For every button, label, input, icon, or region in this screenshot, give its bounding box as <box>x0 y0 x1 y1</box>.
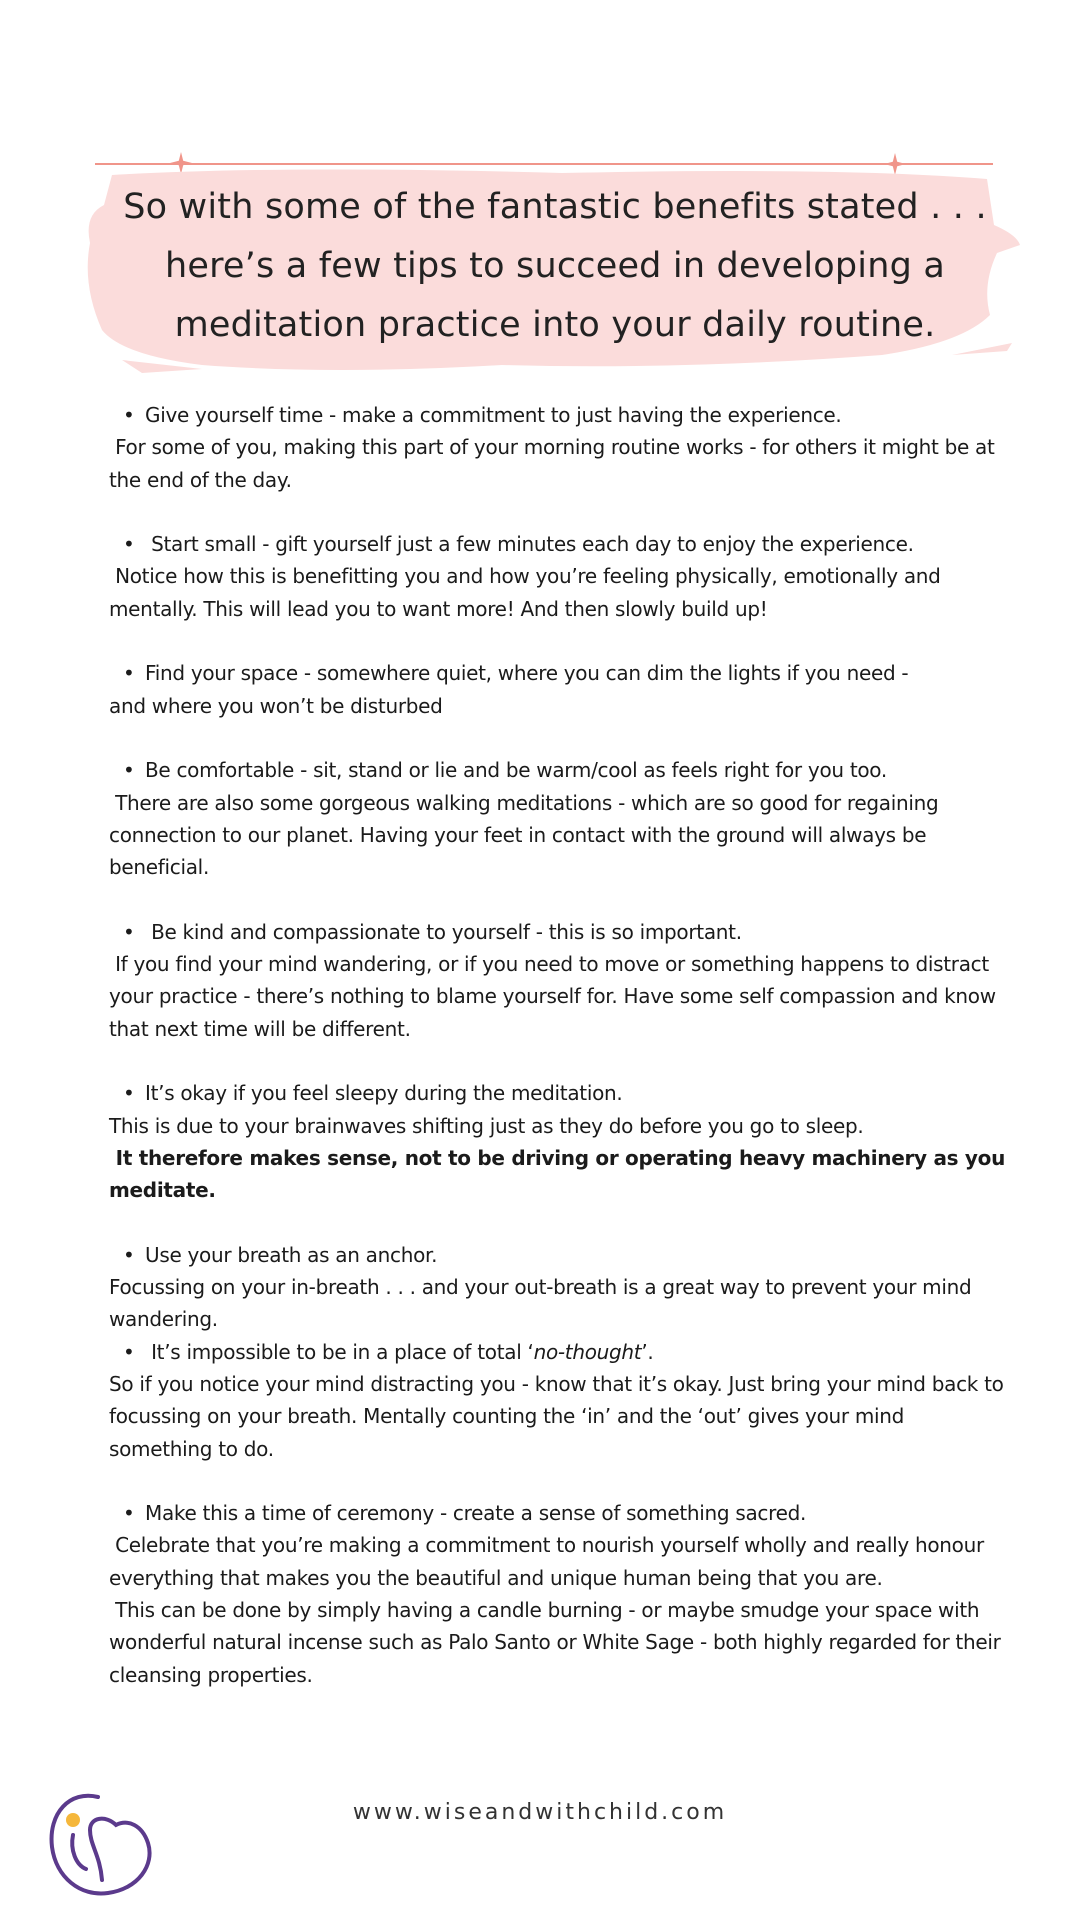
tip-body: This can be done by simply having a candle burning - or maybe smudge your space with wonderful natural incense such as Palo Santo or White Sage - both highly regarded for their cleansing properties. <box>109 1597 1007 1687</box>
tip-body: Focussing on your in-breath . . . and your out-breath is a great way to prevent your mind wandering. <box>109 1275 978 1332</box>
tip-bullet <box>109 1336 1009 1368</box>
tip-body: Notice how this is benefitting you and how you’re feeling physically, emotionally and mentally. This will lead you to want more! And then slowly build up! <box>109 564 947 621</box>
tip-body: If you find your mind wandering, or if you need to move or something happens to distract your practice - there’s nothing to blame yourself for. Have some self compassion and know that next time will be different. <box>109 952 1002 1041</box>
headline-line: here’s a few tips to succeed in developing a <box>164 246 945 286</box>
tip-bullet: • Be kind and compassionate to yourself - this is so important. <box>109 916 1009 948</box>
tip-bullet-prefix: It’s impossible to be in a place of total ‘ <box>145 1339 534 1364</box>
tip-bullet: • Make this a time of ceremony - create a sense of something sacred. <box>109 1497 1009 1529</box>
tip-bullet-italic: no-thought <box>533 1339 642 1364</box>
tip-bullet: • It’s okay if you feel sleepy during the meditation. <box>109 1077 1009 1109</box>
tip-bullet: • Start small - gift yourself just a few minutes each day to enjoy the experience. <box>109 528 1009 560</box>
website-link[interactable]: www.wiseandwithchild.com <box>352 1800 728 1825</box>
tip-bullet: • Find your space - somewhere quiet, where you can dim the lights if you need - <box>109 657 1009 689</box>
tip-body: So if you notice your mind distracting you - know that it’s okay. Just bring your mind back to focussing on your breath. Mentally counting the ‘in’ and the ‘out’ gives your mind something to do. <box>109 1371 1010 1461</box>
tip-body: This is due to your brainwaves shifting just as they do before you go to sleep. <box>109 1113 864 1138</box>
tip-bullet: • Be comfortable - sit, stand or lie and be warm/cool as feels right for you too. <box>109 754 1009 786</box>
headline-line: So with some of the fantastic benefits stated . . . <box>123 187 987 227</box>
headline-line: meditation practice into your daily routine. <box>174 305 936 345</box>
tip-body: and where you won’t be disturbed <box>109 693 443 718</box>
tip-bullet: • Use your breath as an anchor. <box>109 1239 1009 1271</box>
tip-body: Celebrate that you’re making a commitment to nourish yourself wholly and really honour everything that makes you the beautiful and unique human being that you are. <box>109 1533 990 1590</box>
tip-bullet-suffix: ’. <box>641 1339 654 1364</box>
headline <box>120 178 990 355</box>
tip-bullet: • Give yourself time - make a commitment to just having the experience. <box>109 399 1009 431</box>
tip-warning: It therefore makes sense, not to be driving or operating heavy machinery as you meditate. <box>109 1145 1012 1203</box>
tips-list <box>109 399 1012 1691</box>
tip-body: There are also some gorgeous walking meditations - which are so good for regaining connection to our planet. Having your feet in contact with the ground will always be beneficial. <box>109 790 945 880</box>
tip-body: For some of you, making this part of your morning routine works - for others it might be at the end of the day. <box>109 435 1001 492</box>
